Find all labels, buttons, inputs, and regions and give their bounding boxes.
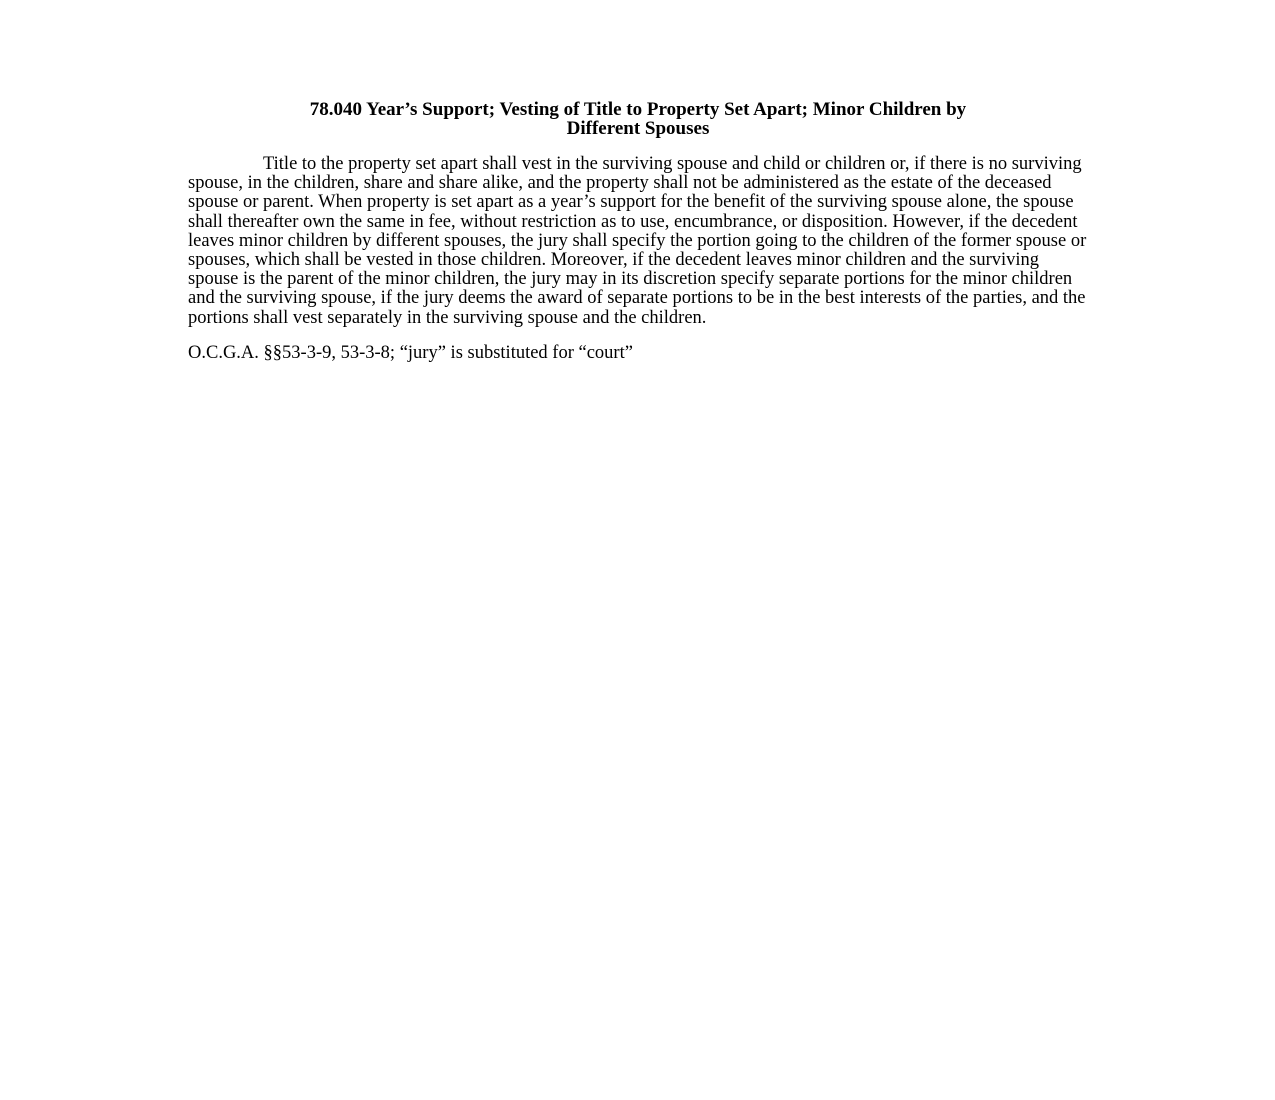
section-title-line-1: 78.040 Year’s Support; Vesting of Title to Property Set Apart; Minor Children by [309, 99, 967, 120]
body-paragraph: Title to the property set apart shall vest in the surviving spouse and child or children or, if there is no surviving spouse, in the children, share and share alike, and the property shall not be administered as the estate of the deceased spouse or parent. When property is set apart as a year’s support for the benefit of the surviving spouse alone, the spouse shall thereafter own the same in fee, without restriction as to use, encumbrance, or disposition. However, if the decedent leaves minor children by different spouses, the jury shall specify the portion going to the children of the former spouse or spouses, which shall be vested in those children. Moreover, if the decedent leaves minor children and the surviving spouse is the parent of the minor children, the jury may in its discretion specify separate portions for the minor children and the surviving spouse, if the jury deems the award of separate portions to be in the best interests of the parties, and the portions shall vest separately in the surviving spouse and the children. [188, 154, 1087, 328]
document-page [188, 100, 1088, 363]
section-title [188, 100, 1088, 138]
citation-text: O.C.G.A. §§53-3-9, 53-3-8; “jury” is substituted for “court” [188, 342, 633, 363]
section-title-line-2: Different Spouses [566, 118, 710, 139]
